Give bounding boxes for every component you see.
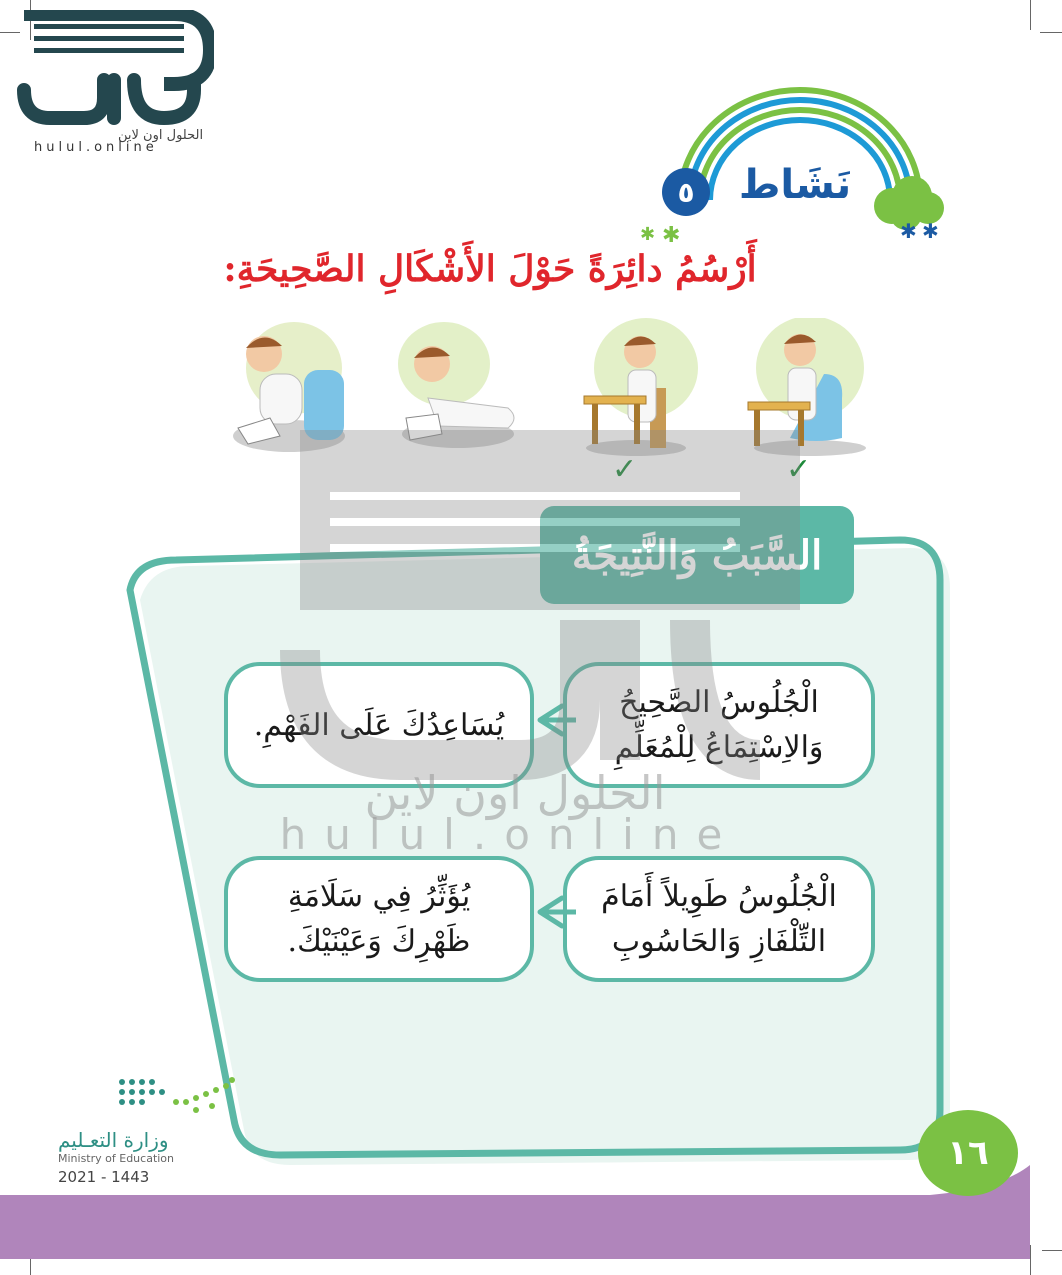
logo-latin-text: hulul.online xyxy=(34,140,158,155)
edition-year: 2021 - 1443 xyxy=(58,1168,150,1186)
svg-text:✱: ✱ xyxy=(640,224,656,245)
cause-box: الْجُلُوسُ طَوِيلاً أَمَامَ التِّلْفَازِ وَالحَاسُوبِ xyxy=(563,856,875,982)
effect-box: يُؤَثِّرُ فِي سَلَامَةِ ظَهْرِكَ وَعَيْنَيْكَ. xyxy=(224,856,534,982)
arrow-left-icon xyxy=(520,892,580,932)
effect-box: يُسَاعِدُكَ عَلَى الفَهْمِ. xyxy=(224,662,534,788)
watermark-latin-text: hulul.online xyxy=(279,810,741,859)
activity-label: نَشَاط xyxy=(738,162,852,208)
page-number-badge: ١٦ xyxy=(918,1110,1018,1196)
logo-arabic-text: الحلول اون لاين xyxy=(118,128,204,143)
svg-text:✱: ✱ xyxy=(922,219,939,243)
activity-instruction: أَرْسُمُ دائِرَةً حَوْلَ الأَشْكَالِ الصَّحِيحَةِ: xyxy=(223,248,757,290)
cause-box: الْجُلُوسُ الصَّحِيحُ وَالاِسْتِمَاعُ لِلْمُعَلِّمِ xyxy=(563,662,875,788)
ministry-logo-icon xyxy=(116,1076,238,1116)
ministry-arabic-name: وزارة التعـليم xyxy=(58,1128,169,1152)
svg-text:✱: ✱ xyxy=(662,223,681,248)
section-title: السَّبَبُ وَالنَّتِيجَةُ xyxy=(540,506,854,604)
correct-check-icon: ✓ xyxy=(786,452,812,487)
footer-wave xyxy=(0,1165,1062,1275)
watermark-arabic-text: الحلول اون لاين xyxy=(364,766,666,820)
svg-text:✱: ✱ xyxy=(900,219,917,243)
correct-check-icon: ✓ xyxy=(612,452,638,487)
ministry-english-name: Ministry of Education xyxy=(58,1152,175,1165)
activity-number-badge: ٥ xyxy=(662,168,710,216)
arrow-left-icon xyxy=(520,700,580,740)
